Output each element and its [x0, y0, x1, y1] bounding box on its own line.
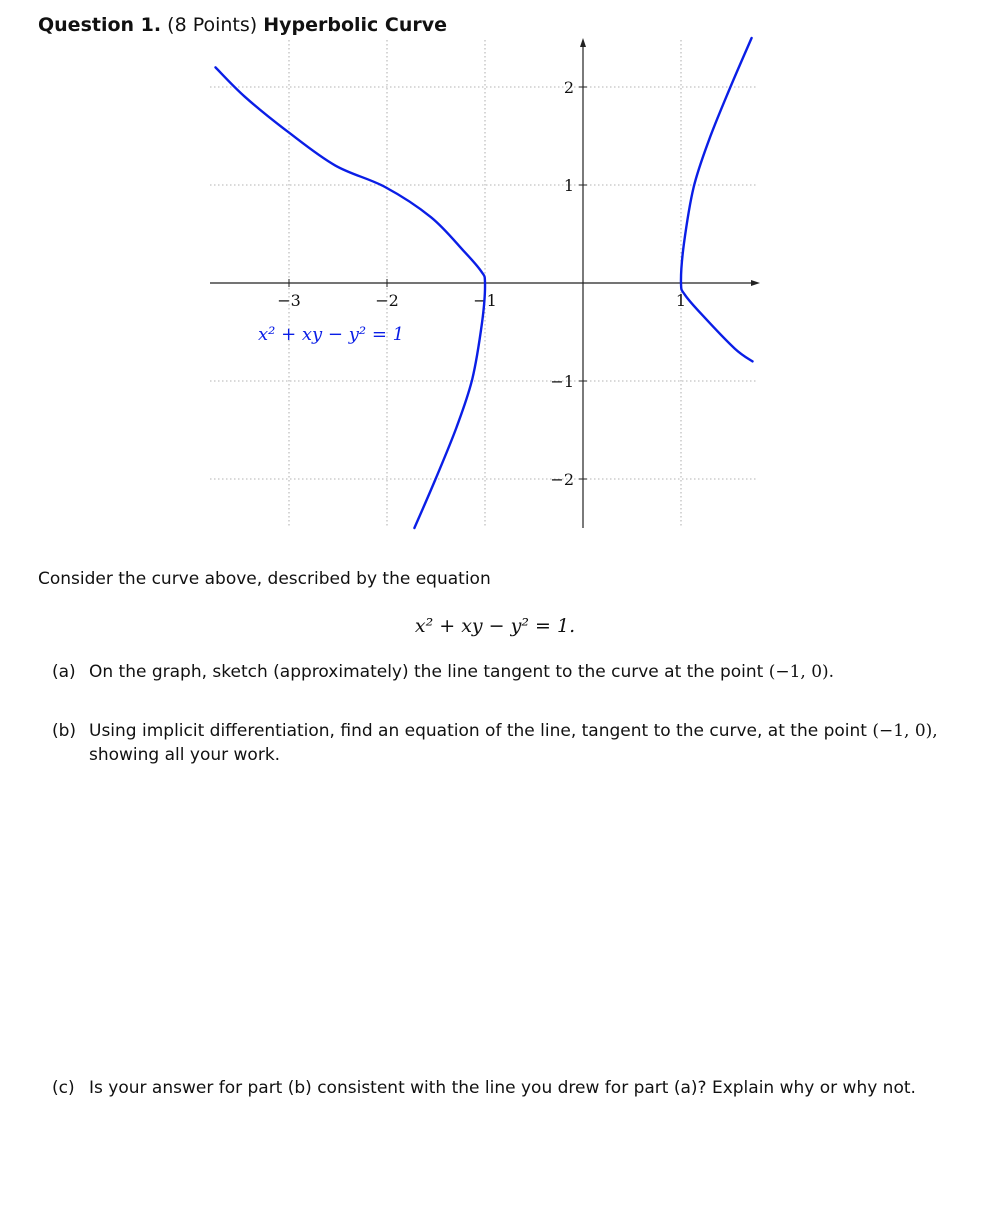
curve-branch-left	[216, 67, 486, 528]
curve-branch-right	[681, 38, 753, 361]
part-a-point: (−1, 0)	[768, 662, 829, 682]
display-equation-text: x² + xy − y² = 1.	[414, 615, 576, 637]
part-a-text: On the graph, sketch (approximately) the line tangent to the curve at the point	[89, 662, 764, 682]
part-b	[52, 719, 952, 767]
part-a-label: (a)	[52, 662, 76, 682]
y-tick-label: 2	[563, 78, 574, 97]
x-tick-label: −2	[375, 291, 399, 310]
question-label: Question 1.	[38, 14, 162, 36]
part-c-label: (c)	[52, 1078, 75, 1098]
part-a-end: .	[828, 662, 835, 682]
curve-label: x² + xy − y² = 1	[258, 324, 405, 345]
part-c-text: Is your answer for part (b) consistent with the line you drew for part (a)? Explain why or why not.	[89, 1078, 916, 1098]
part-c	[52, 1076, 952, 1100]
part-b-label: (b)	[52, 721, 77, 741]
y-tick-label: −2	[550, 470, 574, 489]
part-a	[52, 660, 952, 684]
part-b-point: (−1, 0)	[872, 721, 933, 741]
part-b-text: Using implicit differentiation, find an equation of the line, tangent to the curve, at the point	[89, 721, 867, 741]
x-tick-label: 1	[675, 291, 687, 310]
question-title: Hyperbolic Curve	[263, 14, 448, 36]
part-b-continuation: showing all your work.	[89, 745, 281, 765]
x-axis-arrow	[751, 280, 760, 286]
display-equation	[0, 614, 990, 638]
hyperbola-graph	[0, 0, 990, 560]
intro-text: Consider the curve above, described by the equation	[38, 569, 491, 589]
question-points: (8 Points)	[167, 14, 258, 36]
part-b-end: ,	[932, 721, 938, 741]
x-tick-label: −1	[473, 291, 497, 310]
y-tick-label: −1	[550, 372, 574, 391]
x-tick-label: −3	[277, 291, 301, 310]
y-tick-label: 1	[563, 176, 574, 195]
y-axis-arrow	[580, 38, 586, 47]
